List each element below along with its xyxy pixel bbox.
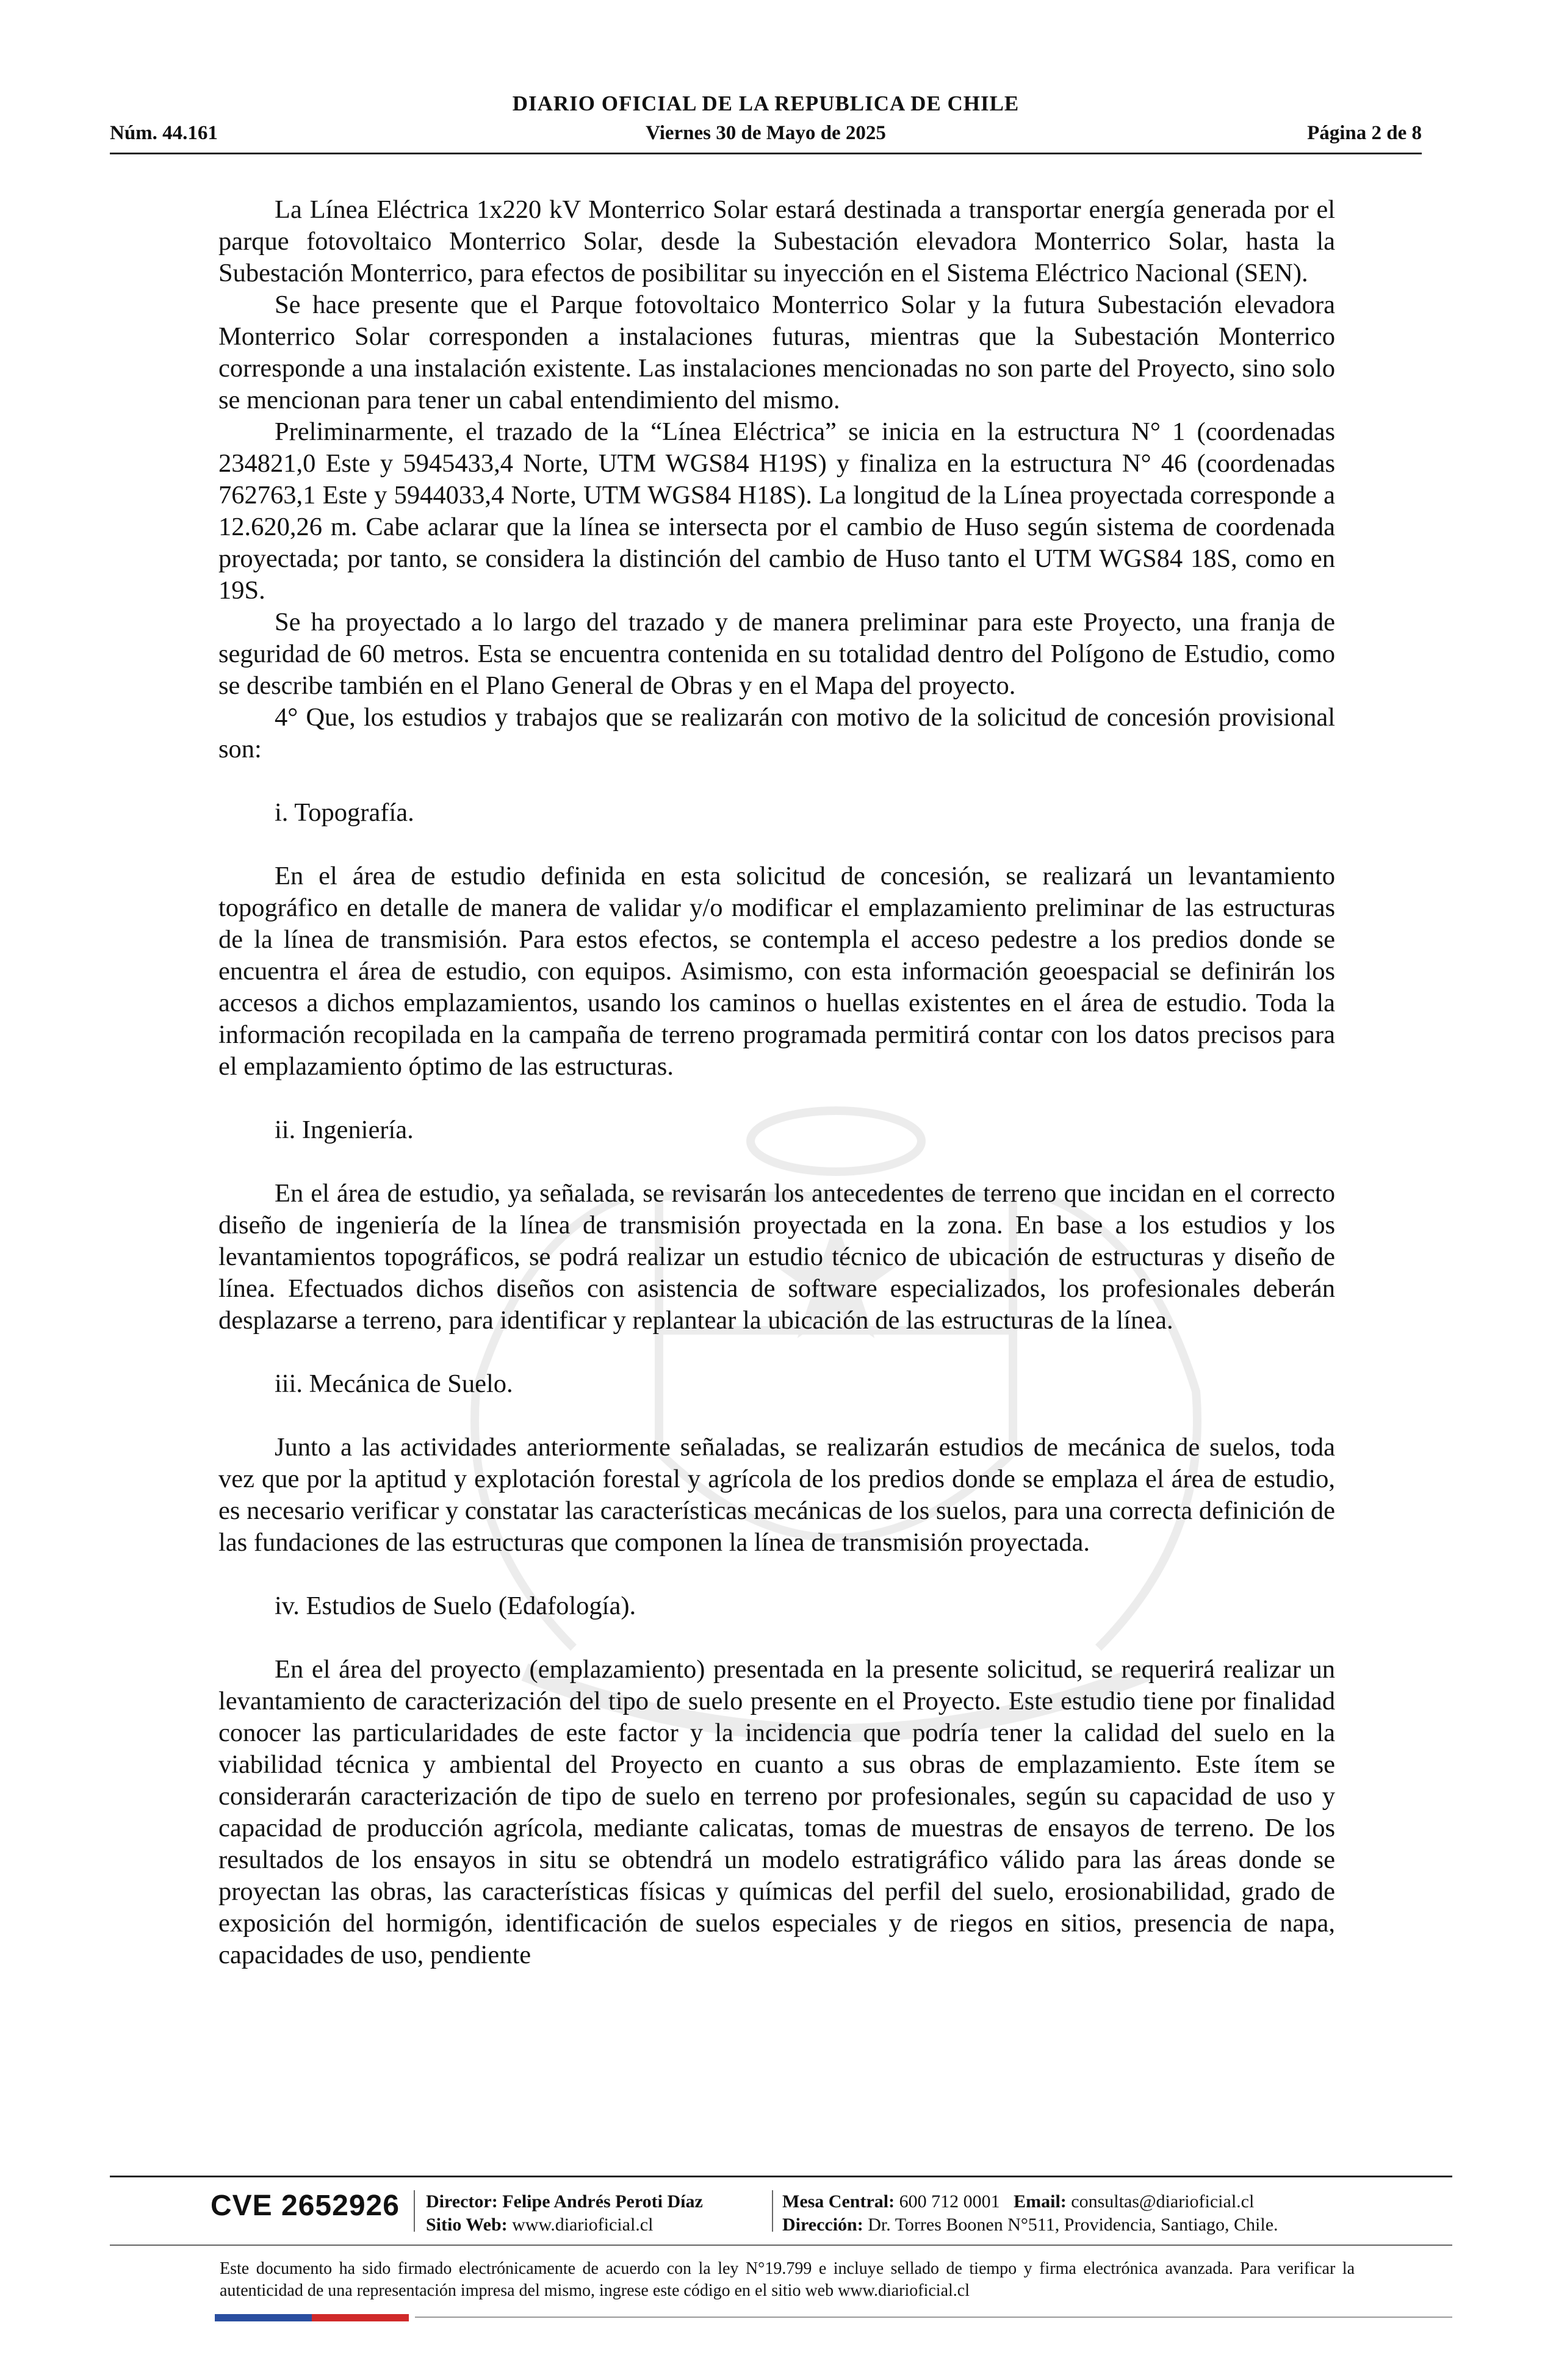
header-divider — [110, 153, 1422, 154]
signature-note: Este documento ha sido firmado electrónicamente de acuerdo con la ley N°19.799 e incluye sellado de tiempo y firma electrónica avanzada. Para verificar la autenticidad de una representación impresa del mismo, ingrese este código en el sitio web www.diarioficial.cl — [220, 2259, 1355, 2300]
flag-bar-red — [312, 2314, 409, 2321]
paragraph: Preliminarmente, el trazado de la “Línea Eléctrica” se inicia en la estructura N° 1 (coordenadas 234821,0 Este y 5945433,4 Norte, UTM WGS84 H19S) y finaliza en la estructura N° 46 (coordenadas 762763,1 Este y 5944033,4 Norte, UTM WGS84 H18S). La longitud de la Línea proyectada corresponde a 12.620,26 m. Cabe aclarar que la línea se intersecta por el cambio de Huso según sistema de coordenada proyectada; por tanto, se considera la distinción del cambio de Huso tanto el UTM WGS84 18S, como en 19S. — [218, 417, 1335, 605]
flag-color-bar — [215, 2314, 409, 2321]
page-indicator: Página 2 de 8 — [1307, 122, 1422, 144]
document-body — [218, 194, 1335, 1971]
paragraph: En el área de estudio definida en esta solicitud de concesión, se realizará un levantamiento topográfico en detalle de manera de validar y/o modificar el emplazamiento preliminar de las estructuras de la línea de transmisión. Para estos efectos, se contempla el acceso pedestre a los predios donde se encuentra el área de estudio, con equipos. Asimismo, con esta información geoespacial se definirán los accesos a dichos emplazamientos, usando los caminos o huellas existentes en el área de estudio. Toda la información recopilada en la campaña de terreno programada permitirá contar con los datos precisos para el emplazamiento óptimo de las estructuras. — [218, 862, 1335, 1081]
publication-title: DIARIO OFICIAL DE LA REPUBLICA DE CHILE — [512, 92, 1020, 115]
flag-bar-blue — [215, 2314, 312, 2321]
section-heading-mecanica-suelo: iii. Mecánica de Suelo. — [275, 1369, 513, 1398]
phone-number: 600 712 0001 — [899, 2191, 1000, 2212]
email-link[interactable]: consultas@diarioficial.cl — [1071, 2191, 1255, 2212]
paragraph: Se hace presente que el Parque fotovoltaico Monterrico Solar y la futura Subestación elevadora Monterrico Solar corresponden a instalaciones futuras, mientras que la Subestación Monterrico corresponde a una instalación existente. Las instalaciones mencionadas no son parte del Proyecto, sino solo se mencionan para tener un cabal entendimiento del mismo. — [218, 290, 1335, 414]
page-footer — [110, 2176, 1452, 2334]
director-name: Felipe Andrés Peroti Díaz — [502, 2191, 703, 2212]
footer-separator — [414, 2190, 415, 2232]
footer-divider — [415, 2317, 1452, 2318]
section-heading-topografia: i. Topografía. — [275, 798, 414, 827]
footer-divider — [110, 2245, 1452, 2246]
section-heading-ingenieria: ii. Ingeniería. — [275, 1116, 414, 1144]
section-heading-estudios-suelo: iv. Estudios de Suelo (Edafología). — [275, 1592, 636, 1620]
cve-code: CVE 2652926 — [211, 2190, 400, 2222]
paragraph: En el área de estudio, ya señalada, se revisarán los antecedentes de terreno que incidan en el correcto diseño de ingeniería de la línea de transmisión proyectada en la zona. En base a los estudios y los levantamientos topográficos, se podrá realizar un estudio técnico de ubicación de estructuras y diseño de línea. Efectuados dichos diseños con asistencia de software especializados, los profesionales deberán desplazarse a terreno, para identificar y replantear la ubicación de las estructuras de la línea. — [218, 1179, 1335, 1335]
paragraph: En el área del proyecto (emplazamiento) presentada en la presente solicitud, se requerirá realizar un levantamiento de caracterización del tipo de suelo presente en el Proyecto. Este estudio tiene por finalidad conocer las particularidades de este factor y la incidencia que podría tener la calidad del suelo en la viabilidad técnica y ambiental del Proyecto en cuanto a sus obras de emplazamiento. Este ítem se considerarán caracterización de tipo de suelo en terreno por profesionales, según su capacidad de uso y capacidad de producción agrícola, mediante calicatas, tomas de muestras de ensayos de terreno. De los resultados de los ensayos in situ se obtendrá un modelo estratigráfico válido para las áreas donde se proyectan las obras, las características físicas y químicas del perfil del suelo, erosionabilidad, grado de exposición del hormigón, identificación de suelos especiales y de riegos en sitios, presencia de napa, capacidades de uso, pendiente — [218, 1655, 1335, 1969]
footer-divider — [110, 2176, 1452, 2177]
paragraph: Se ha proyectado a lo largo del trazado y de manera preliminar para este Proyecto, una franja de seguridad de 60 metros. Esta se encuentra contenida en su totalidad dentro del Polígono de Estudio, como se describe también en el Plano General de Obras y en el Mapa del proyecto. — [218, 608, 1335, 700]
paragraph: La Línea Eléctrica 1x220 kV Monterrico Solar estará destinada a transportar energía generada por el parque fotovoltaico Monterrico Solar, desde la Subestación elevadora Monterrico Solar, hasta la Subestación Monterrico, para efectos de posibilitar su inyección en el Sistema Eléctrico Nacional (SEN). — [218, 195, 1335, 287]
page-header — [110, 92, 1422, 159]
address-label: Dirección: — [782, 2215, 863, 2235]
email-label: Email: — [1014, 2191, 1067, 2212]
footer-contact-block — [782, 2190, 1278, 2237]
footer-director-block — [426, 2190, 703, 2237]
issue-number: Núm. 44.161 — [110, 122, 218, 144]
paragraph: Junto a las actividades anteriormente señaladas, se realizarán estudios de mecánica de suelos, toda vez que por la aptitud y explotación forestal y agrícola de los predios donde se emplaza el área de estudio, es necesario verificar y constatar las características mecánicas de los suelos, para una correcta definición de las fundaciones de las estructuras que componen la línea de transmisión proyectada. — [218, 1433, 1335, 1557]
footer-separator — [772, 2190, 773, 2232]
website-label: Sitio Web: — [426, 2215, 508, 2235]
phone-label: Mesa Central: — [782, 2191, 895, 2212]
director-label: Director: — [426, 2191, 498, 2212]
paragraph: 4° Que, los estudios y trabajos que se realizarán con motivo de la solicitud de concesión provisional son: — [218, 703, 1335, 763]
website-link[interactable]: www.diarioficial.cl — [512, 2215, 654, 2235]
address-value: Dr. Torres Boonen N°511, Providencia, Santiago, Chile. — [868, 2215, 1278, 2235]
publication-date: Viernes 30 de Mayo de 2025 — [646, 122, 886, 144]
